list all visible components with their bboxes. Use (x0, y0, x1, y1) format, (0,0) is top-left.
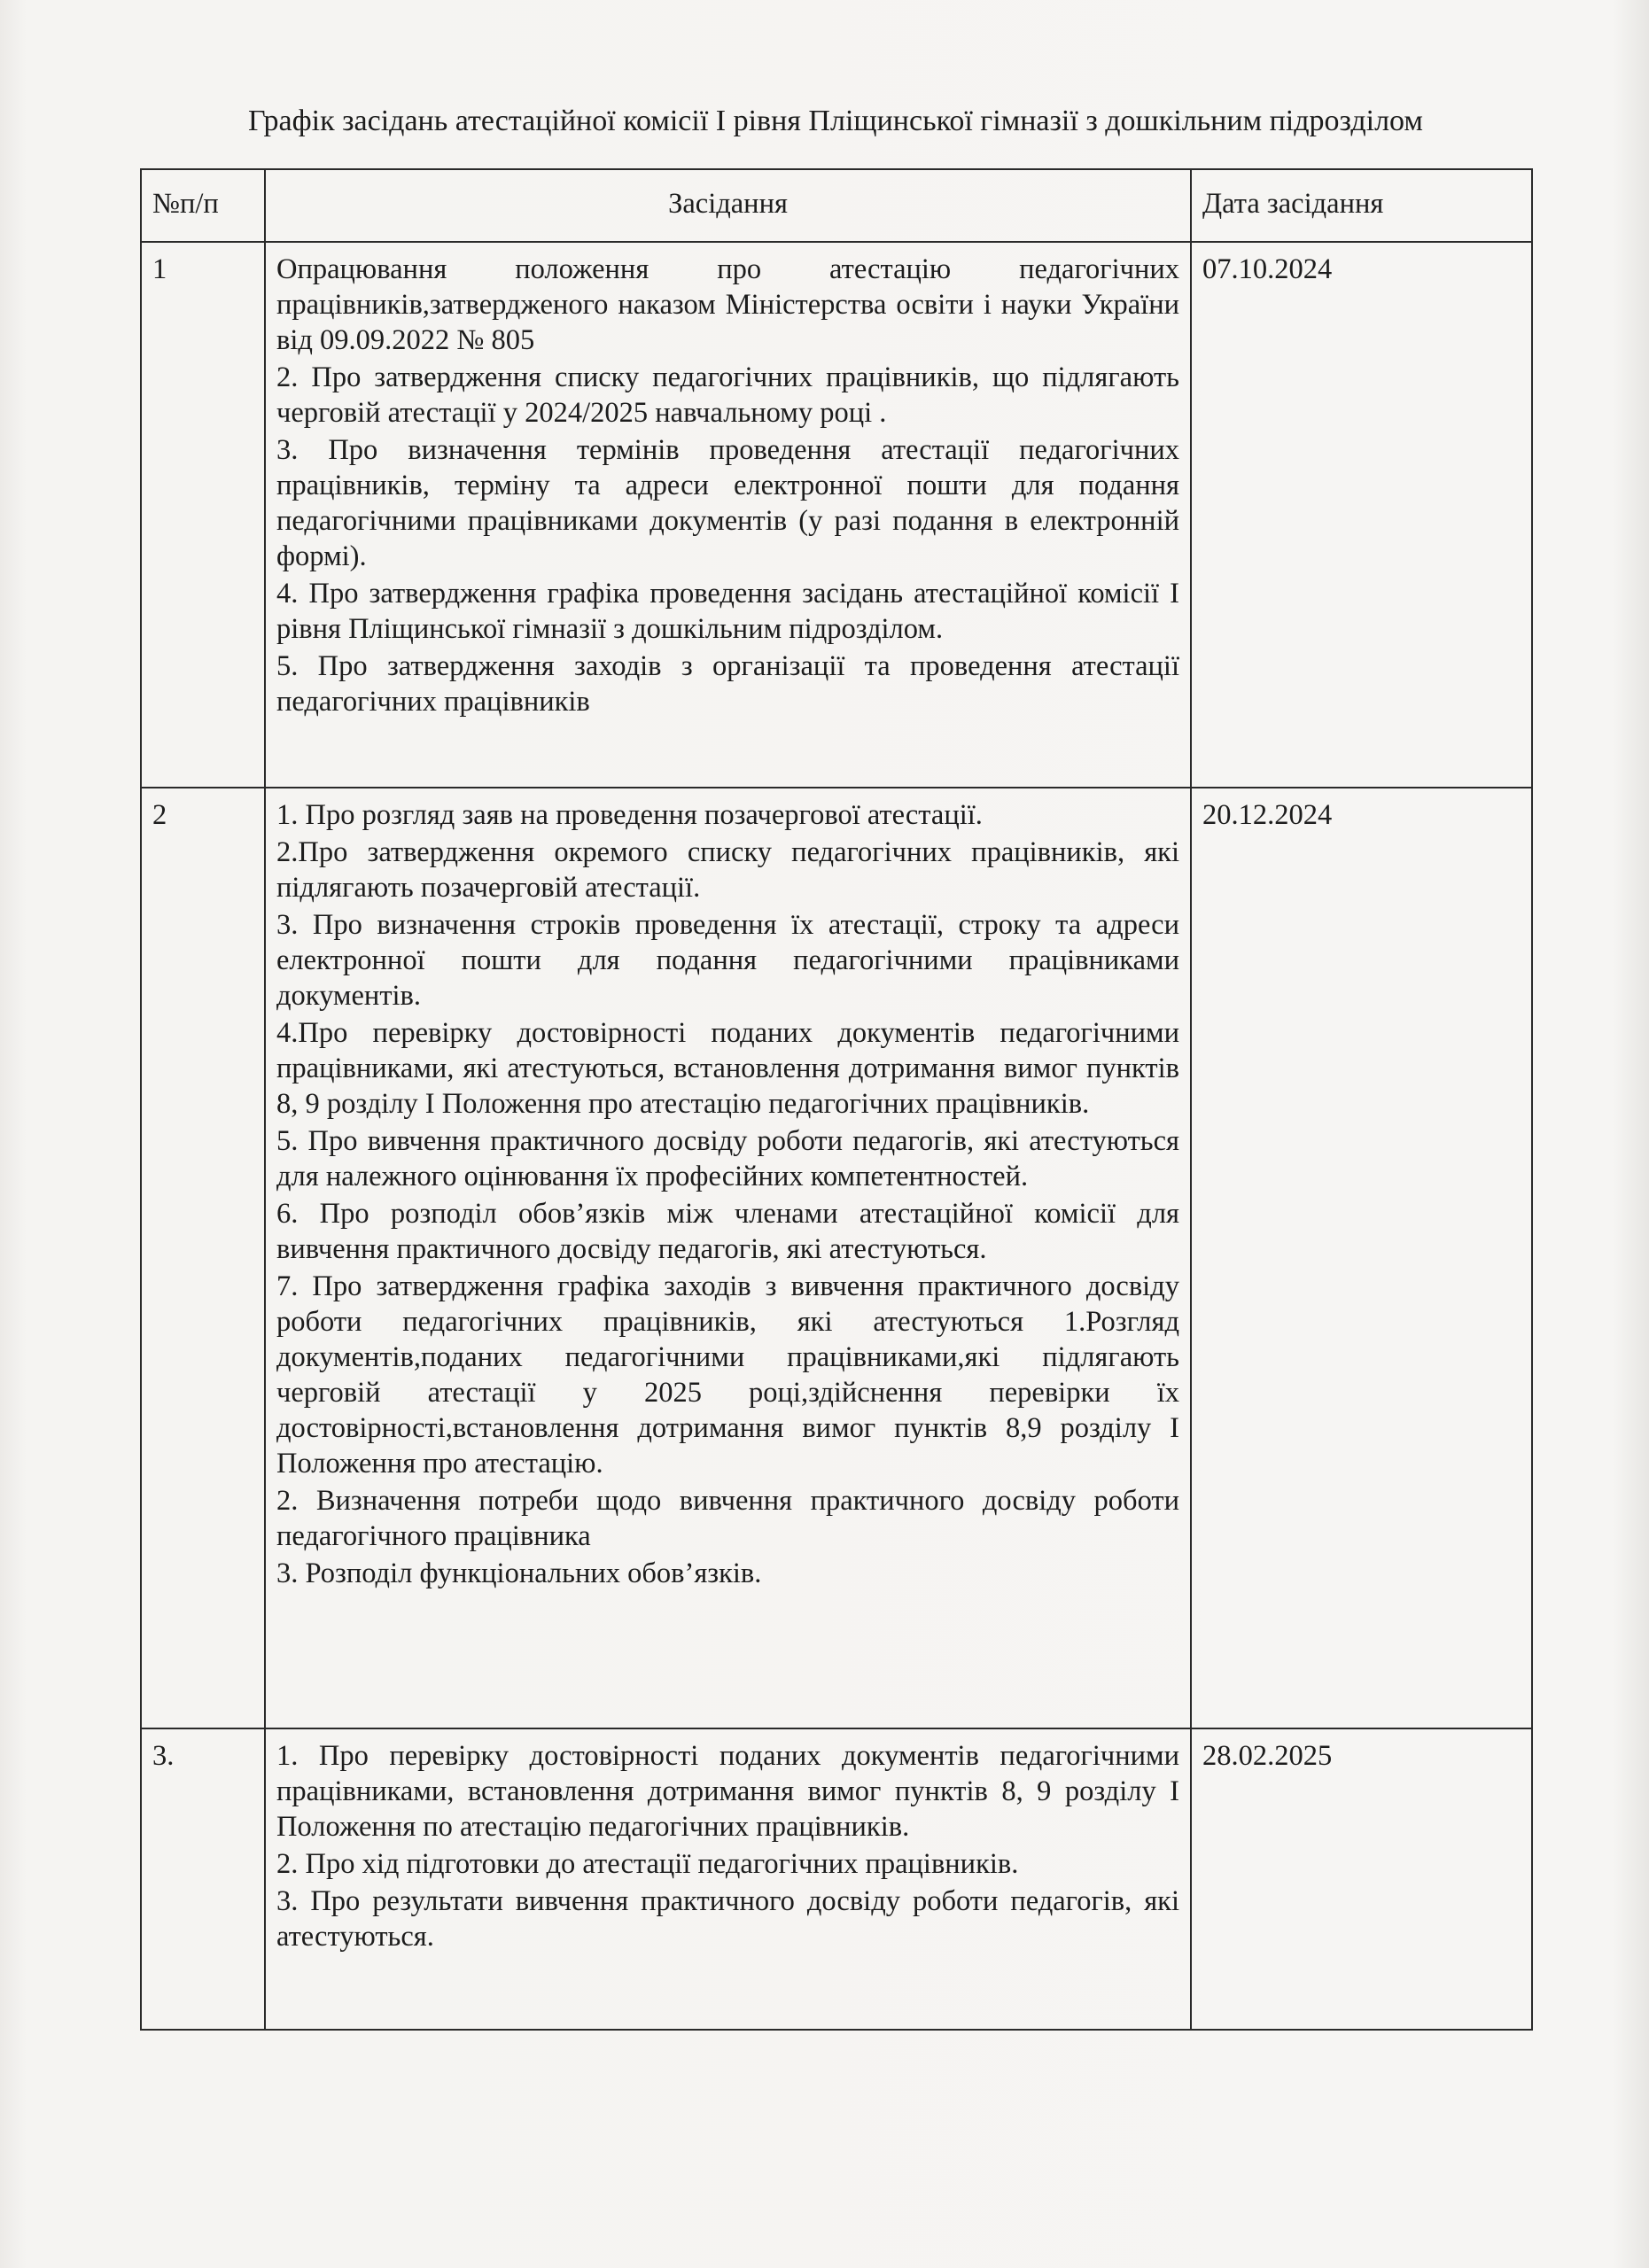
meeting-date: 20.12.2024 (1191, 788, 1532, 1728)
agenda-item: 2. Про хід підготовки до атестації педагогічних працівників. (276, 1848, 1019, 1880)
agenda-item: 5. Про затвердження заходів з організації та проведення атестації педагогічних працівників (276, 650, 1179, 718)
header-number: №п/п (141, 169, 265, 242)
agenda-item: 2.Про затвердження окремого списку педагогічних працівників, які підлягають позачерговій атестації. (276, 836, 1179, 904)
row-number: 2 (141, 788, 265, 1728)
meeting-agenda (265, 242, 1191, 788)
agenda-item: 1. Про перевірку достовірності поданих документів педагогічними працівниками, встановлення дотримання вимог пунктів 8, 9 розділу І Положення по атестацію педагогічних працівників. (276, 1740, 1179, 1843)
agenda-item: 3. Про результати вивчення практичного досвіду роботи педагогів, які атестуються. (276, 1885, 1179, 1953)
agenda-item: 3. Про визначення строків проведення їх атестації, строку та адреси електронної пошти для подання педагогічними працівниками документів. (276, 909, 1179, 1012)
agenda-item: 1. Про розгляд заяв на проведення позачергової атестації. (276, 799, 983, 831)
agenda-item: 5. Про вивчення практичного досвіду роботи педагогів, які атестуються для належного оцінювання їх професійних компетентностей. (276, 1125, 1179, 1192)
meeting-date: 28.02.2025 (1191, 1728, 1532, 2030)
meeting-schedule-table (140, 168, 1533, 2031)
row-number: 3. (141, 1728, 265, 2030)
row-number: 1 (141, 242, 265, 788)
meeting-agenda (265, 788, 1191, 1728)
agenda-item: 6. Про розподіл обов’язків між членами атестаційної комісії для вивчення практичного досвіду педагогів, які атестуються. (276, 1198, 1179, 1265)
meeting-date: 07.10.2024 (1191, 242, 1532, 788)
agenda-item: 2. Про затвердження списку педагогічних працівників, що підлягають черговій атестації у 2024/2025 навчальному році . (276, 361, 1179, 429)
agenda-item: 2. Визначення потреби щодо вивчення практичного досвіду роботи педагогічного працівника (276, 1485, 1179, 1552)
header-date: Дата засідання (1191, 169, 1532, 242)
agenda-item: 4. Про затвердження графіка проведення засідань атестаційної комісії І рівня Пліщинської гімназії з дошкільним підрозділом. (276, 578, 1179, 645)
agenda-item: Опрацювання положення про атестацію педагогічних працівників,затвердженого наказом Міністерства освіти і науки України від 09.09.2022 № 805 (276, 253, 1179, 356)
agenda-item: 3. Розподіл функціональних обов’язків. (276, 1557, 762, 1589)
agenda-item: 7. Про затвердження графіка заходів з вивчення практичного досвіду роботи педагогічних працівників, які атестуються 1.Розгляд документів,поданих педагогічними працівниками,які підлягають черговій атестації у 2025 році,здійснення перевірки їх достовірності,встановлення дотримання вимог пунктів 8,9 розділу І Положення про атестацію. (276, 1270, 1179, 1480)
table-row (141, 788, 1532, 1728)
agenda-item: 4.Про перевірку достовірності поданих документів педагогічними працівниками, які атестуються, встановлення дотримання вимог пунктів 8, 9 розділу І Положення про атестацію педагогічних працівників. (276, 1017, 1179, 1120)
table-header-row (141, 169, 1532, 242)
meeting-agenda (265, 1728, 1191, 2030)
table-row (141, 242, 1532, 788)
table-row (141, 1728, 1532, 2030)
agenda-item: 3. Про визначення термінів проведення атестації педагогічних працівників, терміну та адреси електронної пошти для подання педагогічними працівниками документів (у разі подання в електронній формі). (276, 434, 1179, 572)
document-title: Графік засідань атестаційної комісії І рівня Пліщинської гімназії з дошкільним підрозділом (248, 105, 1423, 137)
header-meeting: Засідання (265, 169, 1191, 242)
